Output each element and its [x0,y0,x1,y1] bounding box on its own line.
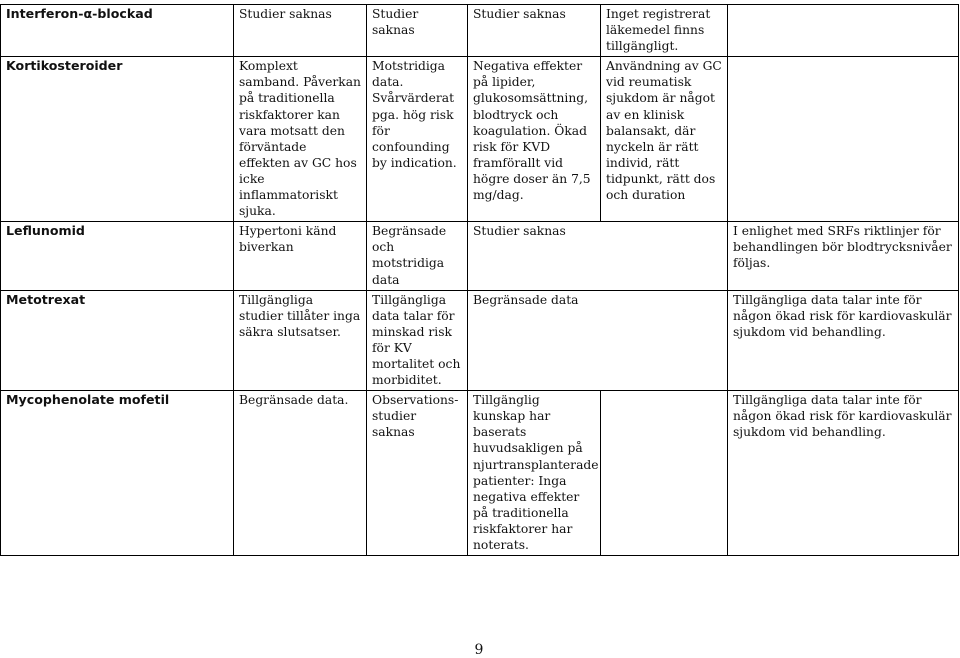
table-cell: I enlighet med SRFs riktlinjer för behandlingen bör blodtrycksnivåer följas. [728,222,959,290]
drug-risk-table [0,4,959,556]
table-cell: Studier saknas [367,5,468,57]
table-cell: Tillgängliga data talar inte för någon ökad risk för kardiovaskulär sjukdom vid behandling. [728,391,959,556]
table-cell: Tillgängliga data talar inte för någon ökad risk för kardiovaskulär sjukdom vid behandling. [728,290,959,391]
table-row [1,290,959,391]
table-cell: Begränsade data [468,290,728,391]
table-cell: Hypertoni känd biverkan [234,222,367,290]
table-cell [601,391,728,556]
table-cell: Studier saknas [234,5,367,57]
table-cell [728,5,959,57]
table-cell: Användning av GC vid reumatisk sjukdom är något av en klinisk balansakt, där nyckeln är rätt individ, rätt tidpunkt, rätt dos och duration [601,57,728,222]
table-row [1,5,959,57]
table-cell: Tillgänglig kunskap har baserats huvudsakligen på njurtransplanterade patienter: Inga negativa effekter på traditionella riskfaktorer har noterats. [468,391,601,556]
drug-name: Mycophenolate mofetil [1,391,234,556]
table-cell [728,57,959,222]
table-cell: Tillgängliga studier tillåter inga säkra slutsatser. [234,290,367,391]
table-row [1,222,959,290]
table-row [1,57,959,222]
drug-name: Kortikosteroider [1,57,234,222]
table-cell: Komplext samband. Påverkan på traditionella riskfaktorer kan vara motsatt den förväntade effekten av GC hos icke inflammatoriskt sjuka. [234,57,367,222]
table-cell: Studier saknas [468,5,601,57]
drug-name: Leflunomid [1,222,234,290]
drug-name: Metotrexat [1,290,234,391]
table-cell: Observations-studier saknas [367,391,468,556]
table-cell: Motstridiga data. Svårvärderat pga. hög risk för confounding by indication. [367,57,468,222]
drug-name: Interferon-α-blockad [1,5,234,57]
table-cell: Begränsade data. [234,391,367,556]
table-cell: Tillgängliga data talar för minskad risk för KV mortalitet och morbiditet. [367,290,468,391]
table-cell: Negativa effekter på lipider, glukosomsättning, blodtryck och koagulation. Ökad risk för KVD framförallt vid högre doser än 7,5 mg/dag. [468,57,601,222]
table-row [1,391,959,556]
table-cell: Studier saknas [468,222,728,290]
table-cell: Begränsade och motstridiga data [367,222,468,290]
page-number: 9 [474,642,484,658]
table-cell: Inget registrerat läkemedel finns tillgängligt. [601,5,728,57]
